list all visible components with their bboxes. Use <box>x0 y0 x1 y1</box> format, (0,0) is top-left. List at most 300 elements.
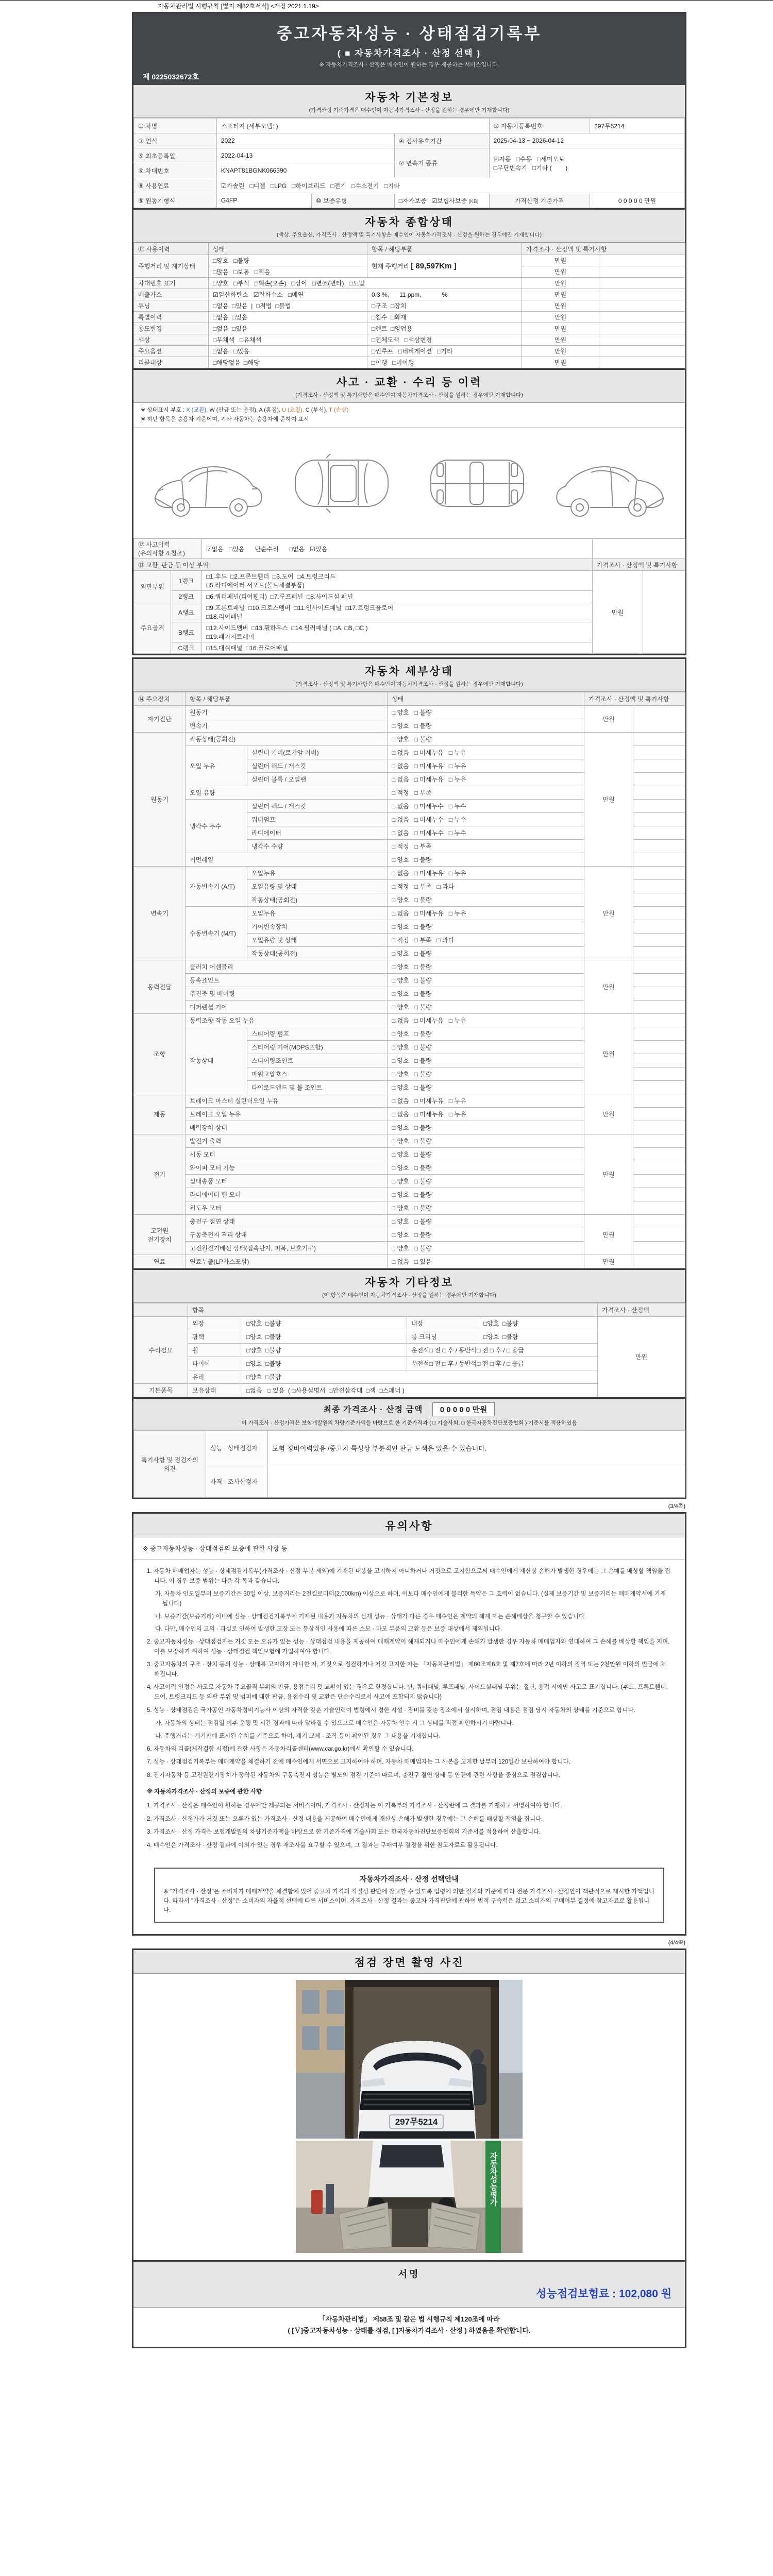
group-label-cell: 외판부위 <box>134 571 171 602</box>
tuning-exist: □없음 □있음 <box>213 302 248 310</box>
item-cell <box>202 571 593 591</box>
item-cell: 타이로드엔드 및 볼 조인트 <box>247 1081 388 1094</box>
page-3 <box>132 1512 686 1936</box>
item-cell: □침수 □화재 <box>367 312 522 323</box>
item-cell: 윈도우 모터 <box>186 1201 388 1215</box>
price-cell: 만원 <box>584 960 633 1014</box>
note-cell <box>633 853 685 867</box>
item-cell: 오일유량 및 상태 <box>247 880 388 893</box>
notice-subitem: 나. 주행거리는 계기판에 표시된 수치를 기준으로 하며, 계기 교체 · 조작 등이 확인된 경우 그 내용을 기재합니다. <box>155 1733 441 1739</box>
group-label-cell: 연료 <box>134 1255 186 1268</box>
final-price-label: 최종 가격조사 · 산정 금액 <box>323 1405 423 1415</box>
item-cell: 발전기 출력 <box>186 1134 388 1148</box>
note-cell <box>633 773 685 786</box>
status-cell: □양호 □불량 <box>479 1330 598 1344</box>
table-row <box>134 346 685 357</box>
status-cell: □ 양호 □ 불량 <box>388 893 584 907</box>
label-cell: 특별이력 <box>134 312 209 323</box>
item-cell: 스티어링 펌프 <box>247 1027 388 1041</box>
item-cell: 워터펌프 <box>247 813 388 826</box>
notice-subitem: 가. 자동차 인도일부터 보증기간은 30일 이상, 보증거리는 2천킬로미터(2,000km) 이상으로 하며, 이보다 매수인에게 불리한 특약은 그 효력이 없습니다. (실제 보증기간 및 보증거리는 매매계약서에 기재됩니다) <box>155 1591 666 1607</box>
notice-title: 유의사항 <box>385 1520 433 1533</box>
item-cell: □썬루프 □네비게이션 □기타 <box>367 346 522 357</box>
note-cell <box>633 706 685 733</box>
photo-section-header <box>133 1950 685 1974</box>
item-cell: 등속죠인트 <box>186 974 388 987</box>
item-cell: 작동상태(공회전) <box>186 733 388 746</box>
item-cell: 실린더 커버(로커암 커버) <box>247 746 388 759</box>
table-row <box>134 1465 685 1498</box>
group-label-cell: 수리필요 <box>134 1317 188 1384</box>
status-cell: □해당없음 □해당 <box>209 357 367 368</box>
item-cell: 내장 <box>407 1317 479 1330</box>
note-cell <box>633 987 685 1001</box>
table-row <box>134 323 685 334</box>
table-row <box>134 278 685 289</box>
item-cell: 브레이크 오일 누유 <box>186 1108 388 1121</box>
status-cell: □ 양호 □ 불량 <box>388 1134 584 1148</box>
status-cell: □없음 □ 있음 ( □사용설명서 □안전삼각대 □잭 □스패너 ) <box>242 1384 598 1397</box>
status-cell: □양호 □불량 <box>242 1330 407 1344</box>
header-cell: 가격조사 · 산정액 및 특기사항 <box>593 559 685 571</box>
status-cell: □ 양호 □ 불량 <box>388 1242 584 1255</box>
table-row <box>134 289 685 300</box>
emission-values: 0.3 %, 11 ppm, % <box>367 289 522 300</box>
status-cell: □ 양호 □ 불량 <box>388 1175 584 1188</box>
note-cell <box>633 960 685 974</box>
table-row <box>134 357 685 368</box>
note-cell <box>633 1228 685 1242</box>
inspection-photo-lift <box>296 2141 523 2253</box>
note-cell <box>633 1108 685 1121</box>
price-cell: 만원 <box>522 300 599 312</box>
group-label-cell: 전기 <box>134 1134 186 1215</box>
warranty-insurer-tag: [KB] <box>468 198 479 205</box>
group-label-cell: 변속기 <box>134 867 186 960</box>
legend-line2: ※ 하단 항목은 승용차 기준이며, 기타 자동차는 승용차에 준하여 표시 <box>141 416 309 422</box>
form-reference: 자동차관리법 시행규칙 [별지 제82호서식] <개정 2021.1.19> <box>158 3 319 10</box>
note-cell <box>633 893 685 907</box>
item-cell: 파워고압호스 <box>247 1067 388 1081</box>
select-box-title: 자동차가격조사 · 산정 선택안내 <box>359 1874 459 1883</box>
status-cell: □ 양호 □ 불량 <box>388 1228 584 1242</box>
note-cell <box>593 539 685 559</box>
item-cell: 작동상태(공회전) <box>247 893 388 907</box>
note-cell <box>633 1027 685 1041</box>
status-cell: □양호 □불량 <box>209 255 367 266</box>
status-cell: □ 없음 □ 미세누유 □ 누유 <box>388 746 584 759</box>
rank-label-cell: C랭크 <box>171 642 202 654</box>
label-cell: 리콜대상 <box>134 357 209 368</box>
note-cell <box>633 907 685 920</box>
note-cell <box>633 1001 685 1014</box>
appraiser-comment <box>268 1465 685 1498</box>
mileage-value: [ 89,597Km ] <box>411 262 457 270</box>
item-cell: 유리 <box>188 1370 242 1384</box>
note-cell <box>633 1054 685 1067</box>
status-cell: □ 양호 □ 불량 <box>388 1121 584 1134</box>
title-band <box>133 13 685 85</box>
rankB-items-line2: □19.패키지트레이 <box>206 633 255 641</box>
label-cell: ① 차명 <box>134 118 217 133</box>
status-cell: □ 없음 □ 미세누수 □ 누수 <box>388 826 584 840</box>
status-cell: □ 없음 □ 미세누유 □ 누유 <box>388 773 584 786</box>
price-cell: 만원 <box>522 255 599 266</box>
detail-state-header <box>133 659 685 692</box>
item-cell: 스티어링 기어(MDPS포함) <box>247 1041 388 1054</box>
price-cell: 만원 <box>584 706 633 733</box>
item-cell: 라디에이터 <box>247 826 388 840</box>
note-cell <box>633 840 685 853</box>
sub-label-cell: 냉각수 누수 <box>186 800 247 853</box>
label-cell: ⑩ 보증유형 <box>311 193 394 208</box>
opinion-table <box>133 1430 685 1498</box>
status-cell: □ 양호 □ 불량 <box>388 1201 584 1215</box>
note-cell <box>633 786 685 800</box>
table-row <box>134 1317 685 1330</box>
note-cell <box>633 1255 685 1268</box>
label-cell: ⑧ 사용연료 <box>134 178 217 193</box>
note-cell <box>633 826 685 840</box>
price-cell: 만원 <box>522 312 599 323</box>
price-cell: 만원 <box>522 266 599 278</box>
tuning-legal: □적법 □불법 <box>256 302 291 310</box>
detail-state-title: 자동차 세부상태 <box>365 666 453 678</box>
note-cell <box>633 1094 685 1108</box>
price-cell: 만원 <box>584 733 633 867</box>
note-cell <box>633 1161 685 1175</box>
table-header-row <box>134 243 685 255</box>
status-cell: □ 없음 □ 있음 <box>388 1255 584 1268</box>
value-cell: G4FP <box>216 193 311 208</box>
item-cell: □이행 □미이행 <box>367 357 522 368</box>
status-cell: □ 양호 □ 불량 <box>388 1027 584 1041</box>
table-row <box>134 867 685 880</box>
status-cell: □많음 □보통 □적음 <box>209 266 367 278</box>
price-cell: 만원 <box>584 1094 633 1134</box>
etc-info-table <box>133 1303 685 1397</box>
document-title: 중고자동차성능 · 상태점검기록부 <box>276 25 542 43</box>
header-cell: 상태 <box>209 243 367 255</box>
header-cell: 상태 <box>388 692 584 706</box>
final-price-value: 0 0 0 0 0 만원 <box>432 1402 495 1416</box>
item-cell: 고전원전기배선 상태(접속단자, 피복, 보호기구) <box>186 1242 388 1255</box>
status-cell: □ 양호 □ 불량 <box>388 1067 584 1081</box>
sub-label-cell: 자동변속기 (A/T) <box>186 867 247 907</box>
note-cell <box>599 334 685 346</box>
overall-state-header <box>133 208 685 243</box>
basic-info-header <box>133 85 685 118</box>
item-cell: 추진축 및 베어링 <box>186 987 388 1001</box>
legend-c-corrosion: C (부식), <box>305 407 328 413</box>
group-label-cell: 동력전달 <box>134 960 186 1014</box>
status-cell: □ 양호 □ 불량 <box>388 1054 584 1067</box>
etc-info-header <box>133 1268 685 1303</box>
page-4 <box>132 1948 686 2348</box>
page-1 <box>132 12 686 655</box>
confirmation-statement <box>133 2308 685 2347</box>
notice-item: 2. 중고자동차성능 · 상태점검자는 거짓 또는 오류가 있는 성능 · 상태점검 내용을 제공하여 매매계약이 해제되거나 매수인에게 손해가 발생한 경우 자동차 매매업자와 연대하여 그 손해를 배상할 책임을 지며, 이를 보장하기 위하여 성능 · 상태점검 책임보험에 가입하여야 합니다. <box>147 1638 670 1655</box>
note-cell <box>599 289 685 300</box>
table-row <box>134 334 685 346</box>
select-box-text: ※ "가격조사 · 산정"은 소비자가 매매계약을 체결함에 있어 중고차 가격의 적절성 판단에 참고할 수 있도록 법령에 의한 절차와 기준에 따라 전문 가격조사 · 산정인이 객관적으로 제시한 가액입니다. 따라서 "가격조사 · 산정"은 소비자의 자율적 선택에 따른 서비스이며, 가격조사 · 산정 결과는 중고차 가격판단에 관하여 법적 구속력은 없고 소비자의 구매여부 결정에 참고자료로 활용됩니다. <box>163 1888 654 1914</box>
legend-x-exchange: X (교환), <box>186 407 208 413</box>
item-cell: 실내송풍 모터 <box>186 1175 388 1188</box>
item-cell: □구조 □장치 <box>367 300 522 312</box>
price-cell: 만원 <box>522 323 599 334</box>
simple-repair-label: 단순수리 <box>255 545 279 553</box>
value-cell <box>489 148 684 178</box>
detail-state-table <box>133 692 685 1268</box>
rankA-items-line1: □9.프론트패널 □10.크로스멤버 □11.인사이드패널 □17.트렁크플로어 <box>206 604 394 612</box>
price-cell: 만원 <box>522 289 599 300</box>
item-cell: □15.대쉬패널 □16.플로어패널 <box>202 642 593 654</box>
price-cell: 만원 <box>584 1014 633 1094</box>
note-cell <box>633 1188 685 1201</box>
status-cell: □ 적정 □ 부족 □ 과다 <box>388 934 584 947</box>
rank1-items-line1: □1.후드 □2.프론트휀더 □3.도어 □4.트렁크리드 <box>206 573 336 581</box>
status-cell: □ 없음 □ 미세누수 □ 누수 <box>388 813 584 826</box>
status-cell: □없음 □있음 <box>209 346 367 357</box>
notice-item: 2. 가격조사 · 산정자가 거짓 또는 오류가 있는 가격조사 · 산정 내용을 제공하여 매수인에게 재산상 손해가 발생한 경우에는 그 손해를 배상할 책임을 집니다. <box>147 1816 543 1822</box>
status-cell: □ 없음 □ 미세누수 □ 누수 <box>388 800 584 813</box>
page-2 <box>132 657 686 1499</box>
group-label-cell: 조향 <box>134 1014 186 1094</box>
status-cell: □ 양호 □ 불량 <box>388 974 584 987</box>
notice-subhead: ※ 중고자동차성능 · 상태점검의 보증에 관한 사항 등 <box>133 1537 685 1560</box>
table-row <box>134 1255 685 1268</box>
notice-subitem: 나. 보증기간(보증거리) 이내에 성능 · 상태점검기록부에 기재된 내용과 자동차의 실제 성능 · 상태가 다른 경우 매수인은 계약의 해제 또는 손해배상을 청구할 수 있습니다. <box>155 1613 586 1620</box>
status-cell: □양호 □불량 <box>242 1370 598 1384</box>
item-cell: 실린더 헤드 / 개스킷 <box>247 800 388 813</box>
signature-band <box>133 2260 685 2308</box>
note-cell <box>633 1201 685 1215</box>
value-cell: 스포티지 (세부모델: ) <box>216 118 489 133</box>
notice-header <box>133 1514 685 1537</box>
etc-info-title: 자동차 기타정보 <box>365 1277 453 1289</box>
note-cell <box>599 323 685 334</box>
value-cell: 2025-04-13 ~ 2026-04-12 <box>489 133 684 148</box>
status-cell: □ 없음 □ 미세누유 □ 누유 <box>388 759 584 773</box>
item-cell: 보유상태 <box>188 1384 242 1397</box>
status-cell: □ 양호 □ 불량 <box>388 1001 584 1014</box>
item-cell: 와이퍼 모터 기능 <box>186 1161 388 1175</box>
header-cell: 항목 <box>188 1303 598 1317</box>
status-cell: □무채색 □유채색 <box>209 334 367 346</box>
table-row <box>134 312 685 323</box>
page-marker-3: (3/4쪽) <box>668 1503 685 1510</box>
table-row <box>134 118 685 133</box>
status-cell: □ 없음 □ 미세누유 □ 누유 <box>388 1108 584 1121</box>
header-cell: ⑬ 교환, 판금 등 이상 부위 <box>134 559 593 571</box>
notice-item: 7. 성능 · 상태점검기록부는 매매계약을 체결하기 전에 매수인에게 서면으로 고지하여야 하며, 자동차 매매업자는 그 사본을 고지한 날부터 120일간 보관하여야 합니다. <box>147 1759 570 1766</box>
value-cell: 297무5214 <box>590 118 685 133</box>
item-cell: 변속기 <box>186 719 388 733</box>
final-price-band <box>133 1397 685 1430</box>
overall-state-title: 자동차 종합상태 <box>365 216 453 228</box>
inspector-comment: 보험 정비이력있음 /중고차 특성상 부분적인 판금 도색은 있을 수 있습니다. <box>268 1431 685 1465</box>
status-cell: □ 양호 □ 불량 <box>388 719 584 733</box>
notice-subitem: 가. 자동차의 상태는 점검일 이후 운행 및 시간 경과에 따라 달라질 수 있으므로 매수인은 자동차 인수 시 그 상태를 직접 확인하시기 바랍니다. <box>155 1720 514 1727</box>
table-header-row <box>134 692 685 706</box>
item-cell: 오일누유 <box>247 867 388 880</box>
sub-label-cell: 작동상태 <box>186 1027 247 1094</box>
note-cell <box>633 1121 685 1134</box>
table-row <box>134 1431 685 1465</box>
value-cell: 2022 <box>216 133 394 148</box>
note-cell <box>633 1067 685 1081</box>
note-cell <box>599 278 685 289</box>
price-cell: 만원 <box>584 1255 633 1268</box>
status-cell: □ 양호 □ 불량 <box>388 987 584 1001</box>
item-cell <box>202 622 593 642</box>
table-row <box>134 1215 685 1228</box>
note-cell <box>633 733 685 746</box>
legend-prefix: ※ 상태표시 부호 : <box>141 407 185 413</box>
group-label-cell: 자기진단 <box>134 706 186 733</box>
status-cell: □ 없음 □ 미세누유 □ 누유 <box>388 1094 584 1108</box>
mileage-prefix: 현재 주행거리 <box>372 263 409 270</box>
item-cell: 원동기 <box>186 706 388 719</box>
header-cell <box>134 1303 188 1317</box>
group-label-cell: 특기사항 및 점검자의 의견 <box>134 1431 206 1498</box>
price-cell: 만원 <box>584 867 633 960</box>
title-option: ( ■ 자동차가격조사 · 산정 선택 ) <box>337 48 481 58</box>
label-cell: ⑨ 원동기형식 <box>134 193 217 208</box>
inspection-insurance-fee: 성능점검보험료 : 102,080 원 <box>536 2287 671 2300</box>
final-price-note: 이 가격조사 · 산정가격은 보험개발원의 차량기준가액을 바탕으로 한 기준가격과 ( □ 기술사회, □ 한국자동차진단보증협회 ) 기준서를 적용하였음 <box>241 1420 577 1427</box>
status-cell: □양호 □부식 □훼손(오손) □상이 □변조(변타) □도말 <box>209 278 522 289</box>
item-cell: 냉각수 수량 <box>247 840 388 853</box>
note-cell <box>633 1242 685 1255</box>
car-diagram-row <box>133 428 685 538</box>
notice-item: 1. 자동차 매매업자는 성능 · 상태점검기록부(가격조사 · 산정 부분 제외)에 기재된 내용을 고지하지 아니하거나 거짓으로 고지함으로써 매수인에게 재산상 손해가 발생한 경우에는 그 손해를 배상할 책임을 집니다. 이 경우 보증 범위는 다음 각 목과 같습니다. <box>147 1568 670 1584</box>
accident-history-status: ☑없음 □있음 <box>206 545 245 553</box>
basic-info-title: 자동차 기본정보 <box>365 92 453 104</box>
label-cell: 튜닝 <box>134 300 209 312</box>
price-cell: 만원 <box>598 1317 685 1397</box>
status-cell: □없음 □있음 | □적법 □불법 <box>209 300 367 312</box>
note-cell <box>599 255 685 266</box>
item-cell: 오일유량 및 상태 <box>247 934 388 947</box>
note-cell <box>633 1014 685 1027</box>
detail-state-subtitle: (가격조사 · 산정액 및 특기사항은 매수인이 자동차가격조사 · 산정을 원하는 경우에만 기재합니다) <box>295 681 523 688</box>
car-diagram-top-view-icon <box>281 435 402 531</box>
notice-item: 4. 매수인은 가격조사 · 산정 결과에 이의가 있는 경우 재조사를 요구할 수 있으며, 그 결과는 구매여부 결정을 위한 참고자료로 활용됩니다. <box>147 1842 498 1849</box>
value-cell: 2022-04-13 <box>216 148 394 163</box>
sub-label-cell: 수동변속기 (M/T) <box>186 907 247 960</box>
status-cell: □ 양호 □ 불량 <box>388 1081 584 1094</box>
note-cell <box>599 266 685 278</box>
label-cell: ② 자동차등록번호 <box>489 118 590 133</box>
inspection-photos <box>133 1974 685 2260</box>
label-cell: 배출가스 <box>134 289 209 300</box>
label-cell: ④ 검사유효기간 <box>394 133 489 148</box>
signature-title: 서명 <box>398 2268 421 2279</box>
photo-section-title: 점검 장면 촬영 사진 <box>354 1956 464 1969</box>
notice-subitem: 다. 다만, 매수인의 고의 · 과실로 인하여 발생한 고장 또는 통상적인 사용에 따른 소모 · 마모 부품의 교환 등은 보증 대상에서 제외됩니다. <box>155 1626 502 1633</box>
item-cell: □렌트 □영업용 <box>367 323 522 334</box>
overall-state-subtitle: (색상, 주요옵션, 가격조사 · 산정액 및 특기사항은 매수인이 자동차가격조사 · 산정을 원하는 경우에만 기재합니다) <box>276 232 542 238</box>
transmission-options-line1: ☑자동 □수동 □세미오토 <box>493 155 565 163</box>
simple-repair-status: □없음 ☑있음 <box>289 545 328 553</box>
notice-item: 8. 전기자동차 등 고전원전기장치가 장착된 자동차의 구동축전지 성능은 별도의 점검 기준에 따르며, 충전구 절연 상태 등 안전에 관한 사항을 중심으로 점검합니다. <box>147 1772 560 1778</box>
price-cell: 만원 <box>593 571 643 654</box>
status-cell: □양호 □불량 <box>242 1317 407 1330</box>
banner-text: 자동차성능평가 <box>489 2151 498 2206</box>
item-cell: 충전구 절연 상태 <box>186 1215 388 1228</box>
group-label-cell: 원동기 <box>134 733 186 867</box>
price-cell: 만원 <box>522 357 599 368</box>
note-cell <box>633 974 685 987</box>
item-cell: 배력장치 상태 <box>186 1121 388 1134</box>
state-code-legend <box>133 403 685 428</box>
note-cell <box>633 880 685 893</box>
rankA-items-line2: □18.리어패널 <box>206 613 243 621</box>
table-row <box>134 733 685 746</box>
header-cell: 항목 / 해당부품 <box>367 243 522 255</box>
table-row <box>134 539 685 559</box>
price-cell: 만원 <box>584 1215 633 1255</box>
item-cell: 클러치 어셈블리 <box>186 960 388 974</box>
table-row <box>134 1094 685 1108</box>
label-cell: 주요옵션 <box>134 346 209 357</box>
legend-line1 <box>141 406 678 415</box>
status-cell: □양호 □불량 <box>479 1317 598 1330</box>
warranty-options: □자가보증 ☑보험사보증 <box>398 197 467 205</box>
inspection-photo-front <box>296 1980 523 2139</box>
status-cell: □ 없음 □ 미세누유 □ 누유 <box>388 1014 584 1027</box>
rankB-items-line1: □12.사이드멤버 □13.휠하우스 □14.필러패널 ( □A, □B, □C ) <box>206 624 368 632</box>
item-cell: 오일누유 <box>247 907 388 920</box>
table-header-row <box>134 1303 685 1317</box>
car-diagram-front-quarter-icon <box>146 435 267 531</box>
license-plate-text: 297무5214 <box>395 2116 438 2127</box>
confirmation-line1: 「자동차관리법」 제58조 및 같은 법 시행규칙 제120조에 따라 <box>318 2315 500 2323</box>
confirmation-line2: ( [Ｖ]중고자동차성능 · 상태를 점검, [ ]자동차가격조사 · 산정 ) 하였음을 확인합니다. <box>288 2326 531 2334</box>
title-note: ※ 자동차가격조사 · 산정은 매수인이 원하는 경우 제공하는 서비스입니다. <box>319 62 499 68</box>
notice-subhead-b: ※ 자동차가격조사 · 산정의 보증에 관한 사항 <box>147 1789 262 1795</box>
label-cell: 주행거리 및 계기상태 <box>134 255 209 278</box>
item-cell: 연료누출(LP가스포함) <box>186 1255 388 1268</box>
accident-history-table <box>133 538 685 654</box>
rank1-items-line2: □5.라디에이터 서포트(볼트체결부품) <box>206 582 305 589</box>
item-cell <box>367 255 522 278</box>
note-cell <box>633 746 685 759</box>
notice-item: 6. 자동차의 리콜(제작결함 시정)에 관한 사항은 자동차리콜센터(www.car.go.kr)에서 확인할 수 있습니다. <box>147 1745 414 1752</box>
notice-item: 4. 사고이력 인정은 사고로 자동차 주요골격 부위의 판금, 용접수리 및 교환이 있는 경우로 한정합니다. 단, 쿼터패널, 루프패널, 사이드실패널 부위는 절단, 용접 시에만 사고로 표기합니다. (후드, 프론트휀더, 도어, 트렁크리드 등 외판 부위 및 범퍼에 대한 판금, 용접수리 및 교환은 단순수리로서 사고에 포함되지 않습니다) <box>147 1684 668 1701</box>
label-cell: 성능 · 상태점검자 <box>206 1431 268 1465</box>
rank-label-cell: 1랭크 <box>171 571 202 591</box>
item-cell: 라디에이터 팬 모터 <box>186 1188 388 1201</box>
header-cell: 항목 / 해당부품 <box>186 692 388 706</box>
header-cell: ⑪ 사용이력 <box>134 243 209 255</box>
note-cell <box>633 759 685 773</box>
transmission-options-line2: □무단변속기 □기타 ( ) <box>493 164 568 172</box>
item-cell: 디퍼렌셜 기어 <box>186 1001 388 1014</box>
table-row <box>134 571 685 591</box>
status-cell: □ 양호 □ 불량 <box>388 1041 584 1054</box>
note-cell <box>633 934 685 947</box>
price-cell: 만원 <box>522 278 599 289</box>
table-row <box>134 193 685 208</box>
header-cell: 가격조사 · 산정액 <box>598 1303 685 1317</box>
price-cell: 만원 <box>522 346 599 357</box>
document <box>132 1 686 2348</box>
legend-a-scratch: A (흠집), <box>259 407 280 413</box>
basic-info-table <box>133 118 685 208</box>
item-cell: 외장 <box>188 1317 242 1330</box>
